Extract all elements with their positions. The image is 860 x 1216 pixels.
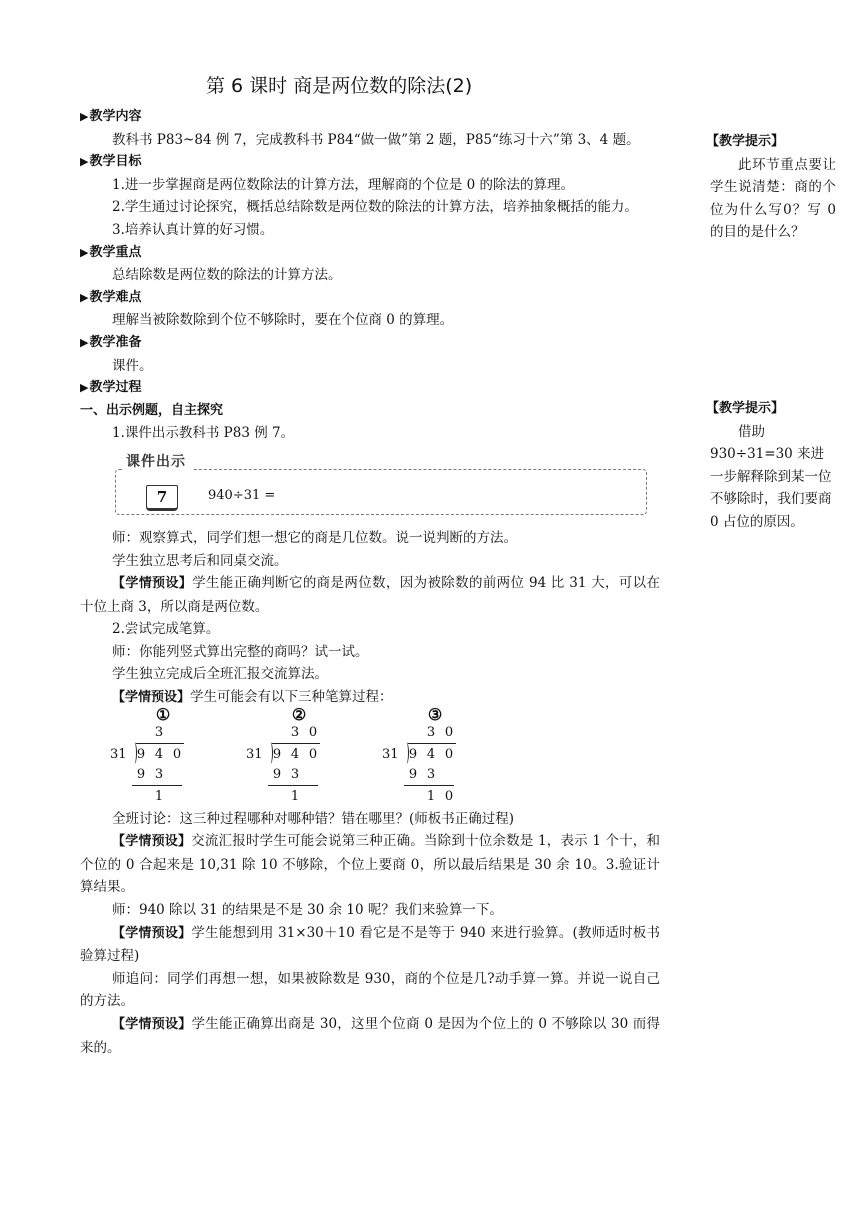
triangle-icon: ▶: [80, 335, 89, 349]
preset-paragraph: 【学情预设】学生能想到用 31×30＋10 看它是不是等于 940 来进行验算。(教师适时板书验算过程): [80, 924, 660, 965]
triangle-icon: ▶: [80, 110, 89, 123]
goal-item: 2.学生通过讨论探究，概括总结除数是两位数的除法的计算方法，培养抽象概括的能力。: [112, 199, 638, 216]
preset-paragraph: 【学情预设】交流汇报时学生可能会说第三种正确。当除到十位余数是 1，表示 1 个十，和个位的 0 合起来是 10,31 除 10 不够除，个位上要商 0，所以最后结果是 30 余 10。3.验证计算结果。: [80, 833, 660, 896]
long-division-3: ③ 3 0 31 9 4 0 9 3 1 0: [382, 710, 482, 806]
teacher-line: 师追问：同学们再想一想，如果被除数是 930，商的个位是几?动手算一算。并说一说自己的方法。: [80, 970, 660, 1010]
divisor: 31: [246, 746, 263, 762]
teacher-line: 师：940 除以 31 的结果是不是 30 余 10 呢？我们来验算一下。: [112, 902, 503, 919]
tip-body: 此环节重点要让学生说清楚：商的个位为什么写0？写 0 的目的是什么？: [710, 156, 836, 241]
section-heading-prep: ▶教学准备: [80, 334, 142, 350]
subtraction-bar: [404, 785, 454, 786]
section-heading-key: ▶教学重点: [80, 244, 142, 260]
triangle-icon: ▶: [80, 245, 89, 259]
preset-label: 【学情预设】: [112, 925, 192, 941]
main-content: [80, 106, 660, 1059]
example-number-book-icon: 7: [146, 485, 178, 511]
preset-label: 【学情预设】: [112, 1017, 192, 1032]
subtraction-bar: [268, 785, 318, 786]
teaching-tip-1: [706, 131, 836, 244]
tip-lead: 借助: [738, 423, 765, 440]
teaching-tip-2: [706, 398, 836, 534]
section-heading-process: ▶教学过程: [80, 380, 142, 396]
student-line: 学生独立思考后和同桌交流。: [112, 552, 288, 569]
courseware-frame: [115, 469, 647, 515]
tip-title: 【教学提示】: [706, 401, 785, 416]
preset-label: 【学情预设】: [112, 576, 193, 592]
division-bar: [136, 743, 184, 744]
divisor: 31: [382, 746, 399, 762]
step2-text: 2.尝试完成笔算。: [112, 621, 220, 638]
tip-title: 【教学提示】: [706, 134, 785, 149]
part1-heading: 一、出示例题，自主探究: [80, 402, 224, 418]
goal-item: 1.进一步掌握商是两位数除法的计算方法，理解商的个位是 0 的除法的算理。: [112, 176, 575, 193]
triangle-icon: ▶: [80, 290, 89, 304]
courseware-box: [80, 449, 660, 527]
step1-text: 1.课件出示教科书 P83 例 7。: [112, 425, 295, 442]
long-division-1: ① 3 31 9 4 0 9 3 1: [110, 710, 210, 806]
courseware-expression: 940÷31 =: [208, 487, 276, 503]
page-title: 第 6 课时 商是两位数的除法(2): [206, 75, 473, 97]
division-bar: [408, 743, 456, 744]
difficulty-text: 理解当被除数除到个位不够除时，要在个位商 0 的算理。: [112, 312, 454, 329]
division-label: ②: [291, 704, 307, 724]
subtraction-bar: [132, 785, 182, 786]
preset-label: 【学情预设】: [112, 834, 192, 850]
preset-paragraph: 【学情预设】学生可能会有以下三种笔算过程：: [112, 689, 393, 706]
teacher-line: 师：观察算式，同学们想一想它的商是几位数。说一说判断的方法。: [112, 529, 517, 546]
triangle-icon: ▶: [80, 381, 89, 395]
division-label: ①: [155, 704, 171, 724]
tip-body: 930÷31=30 来进一步解释除到某一位不够除时，我们要商 0 占位的原因。: [710, 446, 832, 530]
section-heading-goals: ▶教学目标: [80, 154, 142, 170]
goal-item: 3.培养认真计算的好习惯。: [112, 221, 274, 238]
long-division-2: ② 3 0 31 9 4 0 9 3 1: [246, 710, 346, 806]
teacher-line: 师：你能列竖式算出完整的商吗？试一试。: [112, 643, 369, 660]
triangle-icon: ▶: [80, 155, 89, 169]
divisor: 31: [110, 746, 127, 762]
key-text: 总结除数是两位数的除法的计算方法。: [112, 267, 342, 284]
content-text: 教科书 P83~84 例 7，完成教科书 P84“做一做”第 2 题，P85“练习十六”第 3、4 题。: [112, 131, 640, 148]
discussion-line: 全班讨论：这三种过程哪种对哪种错？错在哪里？(师板书正确过程): [112, 810, 515, 827]
courseware-title: 课件出示: [122, 451, 192, 474]
division-bar: [272, 743, 320, 744]
preset-label: 【学情预设】: [112, 690, 191, 706]
preset-paragraph: 【学情预设】学生能正确判断它的商是两位数，因为被除数的前两位 94 比 31 大，可以在十位上商 3，所以商是两位数。: [80, 575, 660, 615]
preset-paragraph: 【学情预设】学生能正确算出商是 30，这里个位商 0 是因为个位上的 0 不够除以 30 而得来的。: [80, 1016, 660, 1056]
section-heading-difficulty: ▶教学难点: [80, 289, 142, 305]
section-heading-content: ▶教学内容: [80, 109, 142, 124]
prep-text: 课件。: [112, 357, 153, 374]
division-label: ③: [427, 704, 443, 724]
long-division-group: [80, 704, 660, 808]
student-line: 学生独立完成后全班汇报交流算法。: [112, 666, 328, 683]
